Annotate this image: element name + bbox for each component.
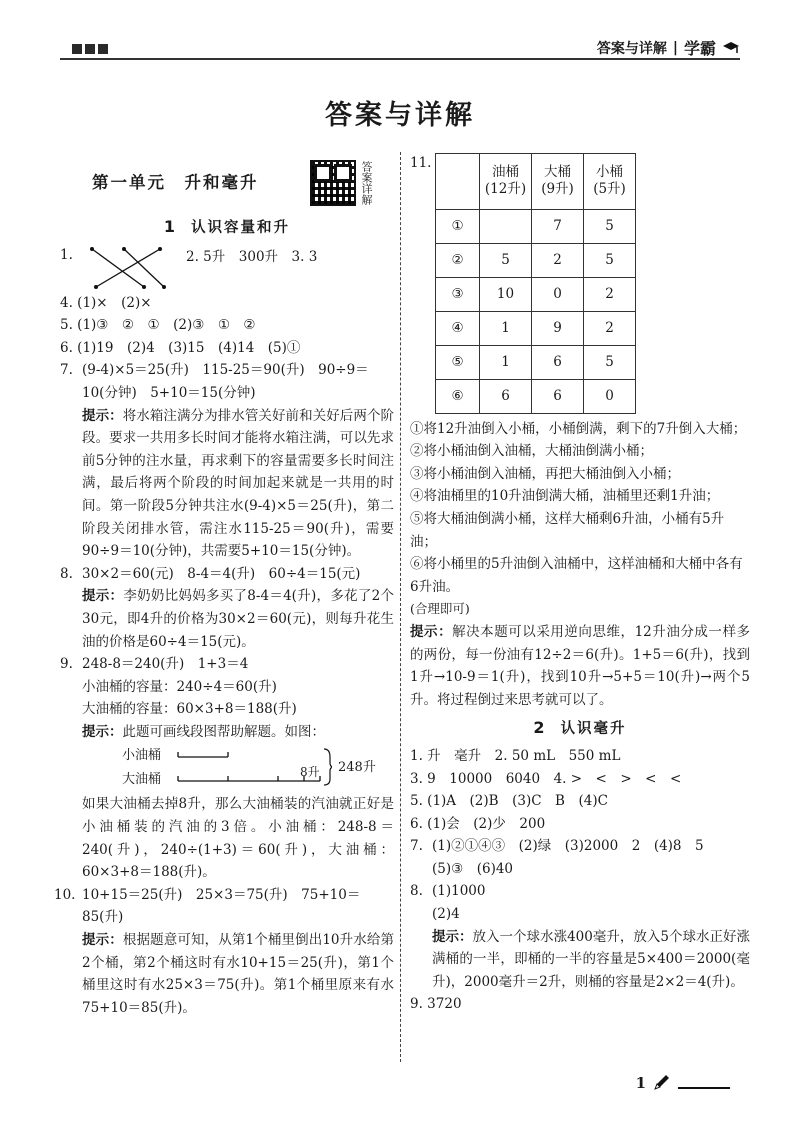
s2-hint-8: [410, 926, 750, 994]
unit-header: [60, 152, 394, 214]
section-2-title: [410, 717, 750, 741]
table-row: [436, 311, 636, 345]
answer-number: 8.: [410, 883, 423, 900]
pencil-icon: [652, 1072, 672, 1092]
answer-text: 248-8＝240(升) 1+3＝4: [82, 656, 249, 673]
answer-9: [60, 653, 394, 676]
table-row: [436, 209, 636, 243]
table-header-cell: [436, 153, 480, 209]
table-cell: 0: [584, 379, 636, 413]
hint-label: 提示：: [82, 407, 123, 424]
matching-lines-figure: [82, 244, 170, 292]
answer-9-line2: 小油桶的容量：240÷4＝60(升): [82, 678, 277, 695]
table-header-cell: 大桶 (9升): [532, 153, 584, 209]
table-cell: 5: [584, 243, 636, 277]
step-item: ⑤将大桶油倒满小桶，这样大桶剩6升油，小桶有5升油；: [410, 510, 725, 550]
answer-8: [60, 563, 394, 586]
answer-10-line2: 85(升): [82, 909, 124, 926]
s2-answer-9: 9. 3720: [410, 996, 462, 1013]
table-cell: ②: [436, 243, 480, 277]
hint-text: 解决本题可以采用逆向思维，12升油分成一样多的两份，每一份油有12÷2＝6(升)。1+5＝6(升)，找到1升→10-9＝1(升)，找到10升→5+5＝10(升)→两个5升。将过程倒过来思考就可以了。: [410, 623, 750, 708]
small-bucket-label: 小油桶: [122, 748, 162, 764]
hint-text: 此题可画线段图帮助解题。如图：: [122, 723, 325, 740]
table-cell: ⑤: [436, 345, 480, 379]
table-cell: ③: [436, 277, 480, 311]
total-label: 248升: [338, 760, 376, 776]
eight-liter-label: 8升: [300, 765, 320, 780]
page-title: 答案与详解: [325, 100, 475, 131]
table-cell: 5: [584, 209, 636, 243]
table-row: [436, 277, 636, 311]
hint-label: 提示：: [410, 623, 453, 640]
hint-text: 放入一个球水涨400毫升，放入5个球水正好涨满桶的一半，即桶的一半的容量是5×400＝2000(毫升)，2000毫升＝2升，则桶的容量是2×2＝4(升)。: [432, 928, 751, 990]
header-right: [597, 36, 740, 59]
answer-number: 1.: [60, 246, 73, 263]
table-header-row: [436, 153, 636, 209]
answer-10: [54, 884, 394, 907]
header-squares-icon: [72, 44, 108, 54]
s2-answer-8: [410, 880, 750, 903]
answer-text: 2. 5升 300升 3. 3: [186, 248, 318, 265]
answer-text: (1)1000: [432, 883, 486, 900]
hint-9: [60, 721, 394, 744]
s2-answer-5: 5. (1)A (2)B (3)C B (4)C: [410, 793, 608, 810]
table-cell: ⑥: [436, 379, 480, 413]
header-rule: [60, 58, 740, 60]
hint-7: [60, 405, 394, 563]
answer-number: 11.: [410, 155, 432, 171]
table-header-cell: 油桶 (12升): [480, 153, 532, 209]
answer-5: 5. (1)③ ② ① (2)③ ① ②: [60, 317, 256, 334]
answer-7: [60, 359, 394, 382]
step-item: ①将12升油倒入小桶，小桶倒满，剩下的7升倒入大桶；: [410, 420, 747, 437]
hint-label: 提示：: [82, 932, 123, 949]
s2-answer-8-line2: (2)4: [432, 906, 460, 923]
section-1-title: [60, 216, 394, 240]
step-list: [410, 418, 750, 599]
answer-number: 8.: [60, 565, 73, 582]
hint-label: 提示：: [82, 588, 124, 605]
table-cell: 6: [480, 379, 532, 413]
answer-number: 7.: [60, 362, 73, 379]
table-cell: 10: [480, 277, 532, 311]
table-cell: 2: [532, 243, 584, 277]
hint-8: [60, 585, 394, 653]
left-column: [54, 152, 395, 1019]
page-number: 1: [635, 1074, 646, 1092]
table-row: [436, 243, 636, 277]
answer-number: 9.: [60, 656, 73, 673]
oil-pouring-table: [435, 153, 636, 414]
qr-label: 答案详解: [360, 161, 373, 205]
table-cell: 7: [532, 209, 584, 243]
hint-text: 将水箱注满分为排水管关好前和关好后两个阶段。要求一共用多长时间才能将水箱注满，可以先求前5分钟的注水量，再求剩下的容量需要多长时间注满，最后将两个阶段的时间加起来就是一共用的时间。第一阶段5分钟共注水(9-4)×5＝25(升)，第二阶段关闭排水管，需注水115-25＝90(升)，需要90÷9＝10(分钟)，共需要5+10＝15(分钟)。: [82, 407, 395, 560]
answer-number: 7.: [410, 838, 423, 855]
header-section-label: 答案与详解: [596, 40, 667, 57]
unit-title: 第一单元 升和毫升: [92, 172, 259, 192]
table-cell: ④: [436, 311, 480, 345]
section-number: 2: [533, 718, 547, 738]
page-number-area: [636, 1072, 730, 1092]
step-item: ④将油桶里的10升油倒满大桶，油桶里还剩1升油；: [410, 488, 720, 505]
right-column: [410, 152, 750, 1016]
section-number: 1: [163, 217, 178, 236]
answer-4: 4. (1)× (2)×: [60, 294, 152, 311]
s2-answer-1: 1. 升 毫升 2. 50 mL 550 mL: [410, 747, 621, 764]
answer-6: 6. (1)19 (2)4 (3)15 (4)14 (5)①: [60, 339, 301, 356]
hint-text: 李奶奶比妈妈多买了8-4＝4(升)，多花了2个30元，即4升的价格为30×2＝60(元)，则每升花生油的价格是60÷4＝15(元)。: [82, 588, 395, 650]
s2-answer-7: [410, 835, 750, 858]
line-segment-diagram: [82, 743, 394, 793]
hint-11: [410, 621, 750, 711]
big-bucket-label: 大油桶: [122, 772, 162, 788]
table-cell: 9: [532, 311, 584, 345]
step-item: ②将小桶油倒入油桶，大桶油倒满小桶；: [410, 443, 653, 460]
hint-10: [60, 929, 394, 1019]
qr-code-icon[interactable]: [310, 160, 356, 206]
section-title-text: 认识毫升: [560, 721, 627, 738]
table-cell: 6: [532, 379, 584, 413]
hint-label: 提示：: [432, 928, 473, 945]
step-item: ③将小桶油倒入油桶，再把大桶油倒入小桶；: [410, 465, 680, 482]
table-row: [436, 345, 636, 379]
hint-text: 根据题意可知，从第1个桶里倒出10升水给第2个桶，第2个桶这时有水10+15＝25(升)，第1个桶里这时有水25×3＝75(升)。第1个桶里原来有水75+10＝85(升)。: [82, 932, 394, 1016]
segment-lines: [82, 743, 332, 793]
s2-answer-7-line2: (5)③ (6)40: [432, 860, 514, 877]
table-cell: 2: [584, 277, 636, 311]
graduation-cap-icon: [722, 39, 740, 57]
s2-answer-6: 6. (1)会 (2)少 200: [410, 815, 546, 832]
answer-1: [60, 244, 394, 292]
page-rule: [678, 1087, 730, 1089]
table-cell: ①: [436, 209, 480, 243]
table-cell: 5: [480, 243, 532, 277]
answer-9-explanation: 如果大油桶去掉8升，那么大油桶装的汽油就正好是小油桶装的汽油的3倍。小油桶：248-8＝240(升)，240÷(1+3)＝60(升)，大油桶：60×3+8＝188(升)。: [82, 796, 394, 881]
answer-7-line2: 10(分钟) 5+10＝15(分钟): [82, 384, 256, 401]
table-cell: [480, 209, 532, 243]
header-separator: |: [672, 39, 678, 56]
answer-number: 10.: [54, 886, 76, 903]
header-brand: 学霸: [683, 39, 716, 58]
note: (合理即可): [410, 601, 470, 617]
table-cell: 1: [480, 345, 532, 379]
answer-text: 30×2＝60(元) 8-4＝4(升) 60÷4＝15(元): [82, 565, 361, 582]
column-divider: [400, 152, 401, 1062]
s2-answer-3: 3. 9 10000 6040 4. > < > < <: [410, 770, 682, 787]
answer-text: (9-4)×5＝25(升) 115-25＝90(升) 90÷9＝: [82, 362, 369, 379]
answer-9-line3: 大油桶的容量：60×3+8＝188(升): [82, 701, 297, 718]
table-cell: 6: [532, 345, 584, 379]
table-cell: 5: [584, 345, 636, 379]
section-title-text: 认识容量和升: [191, 220, 291, 236]
table-cell: 0: [532, 277, 584, 311]
table-row: [436, 379, 636, 413]
table-header-cell: 小桶 (5升): [584, 153, 636, 209]
table-cell: 1: [480, 311, 532, 345]
step-item: ⑥将小桶里的5升油倒入油桶中，这样油桶和大桶中各有6升油。: [410, 556, 743, 595]
table-cell: 2: [584, 311, 636, 345]
answer-text: 10+15＝25(升) 25×3＝75(升) 75+10＝: [82, 886, 361, 903]
hint-label: 提示：: [82, 723, 123, 740]
answer-text: (1)②①④③ (2)绿 (3)2000 2 (4)8 5: [432, 838, 704, 855]
